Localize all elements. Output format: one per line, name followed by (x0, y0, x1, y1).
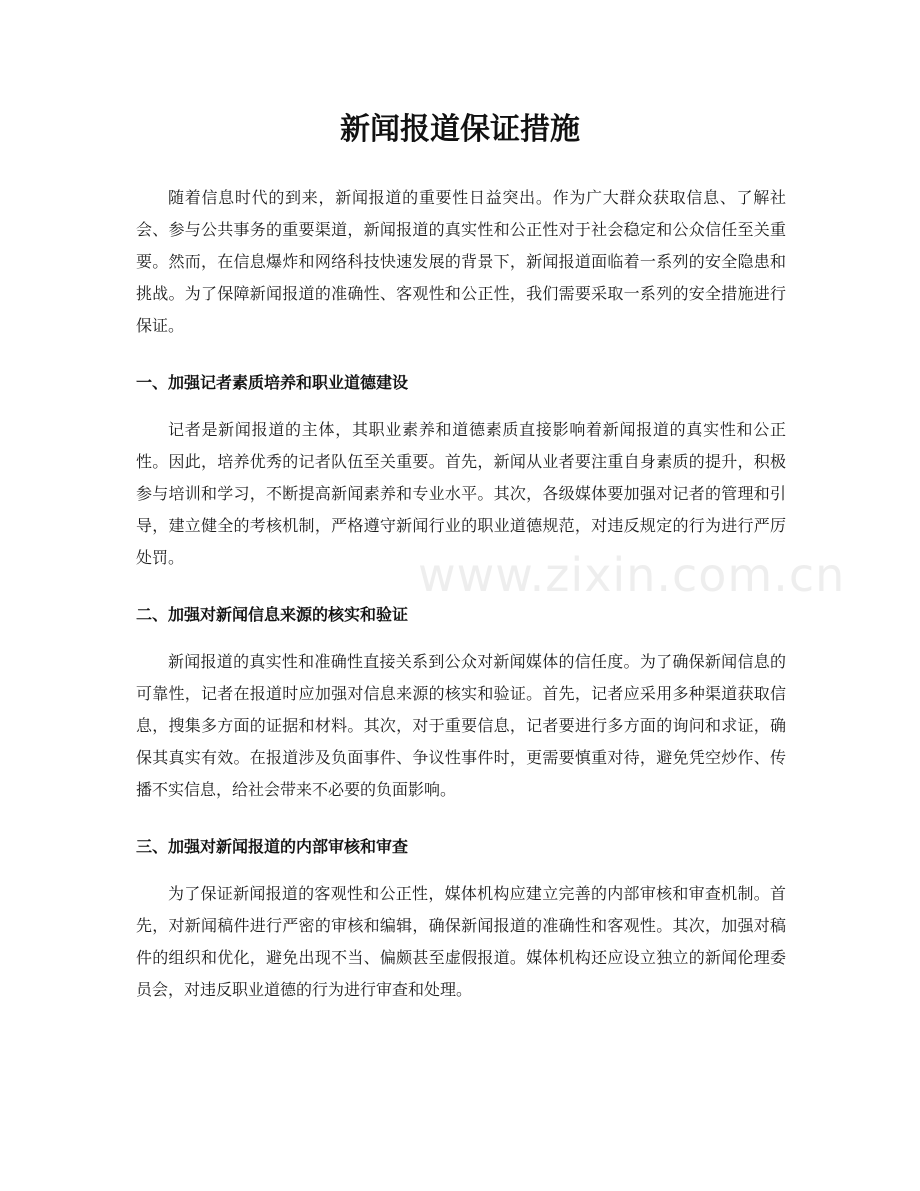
section-2-paragraph: 新闻报道的真实性和准确性直接关系到公众对新闻媒体的信任度。为了确保新闻信息的可靠性，记者在报道时应加强对信息来源的核实和验证。首先，记者应采用多种渠道获取信息，搜集多方面的证据和材料。其次，对于重要信息，记者要进行多方面的询问和求证，确保其真实有效。在报道涉及负面事件、争议性事件时，更需要慎重对待，避免凭空炒作、传播不实信息，给社会带来不必要的负面影响。 (136, 652, 786, 799)
section-1-paragraph: 记者是新闻报道的主体，其职业素养和道德素质直接影响着新闻报道的真实性和公正性。因此，培养优秀的记者队伍至关重要。首先，新闻从业者要注重自身素质的提升，积极参与培训和学习，不断提高新闻素养和专业水平。其次，各级媒体要加强对记者的管理和引导，建立健全的考核机制，严格遵守新闻行业的职业道德规范，对违反规定的行为进行严厉处罚。 (136, 420, 786, 567)
site-watermark: www.zixin.com.cn (418, 548, 846, 602)
intro-paragraph: 随着信息时代的到来，新闻报道的重要性日益突出。作为广大群众获取信息、了解社会、参与公共事务的重要渠道，新闻报道的真实性和公正性对于社会稳定和公众信任至关重要。然而，在信息爆炸和网络科技快速发展的背景下，新闻报道面临着一系列的安全隐患和挑战。为了保障新闻报道的准确性、客观性和公正性，我们需要采取一系列的安全措施进行保证。 (136, 188, 786, 335)
section-3-heading: 三、加强对新闻报道的内部审核和审查 (136, 837, 409, 856)
document-body (136, 182, 786, 1006)
section-2-heading: 二、加强对新闻信息来源的核实和验证 (136, 605, 409, 624)
document-title: 新闻报道保证措施 (340, 112, 580, 147)
section-1-heading: 一、加强记者素质培养和职业道德建设 (136, 373, 409, 392)
section-3-paragraph: 为了保证新闻报道的客观性和公正性，媒体机构应建立完善的内部审核和审查机制。首先，对新闻稿件进行严密的审核和编辑，确保新闻报道的准确性和客观性。其次，加强对稿件的组织和优化，避免出现不当、偏颇甚至虚假报道。媒体机构还应设立独立的新闻伦理委员会，对违反职业道德的行为进行审查和处理。 (136, 884, 786, 999)
